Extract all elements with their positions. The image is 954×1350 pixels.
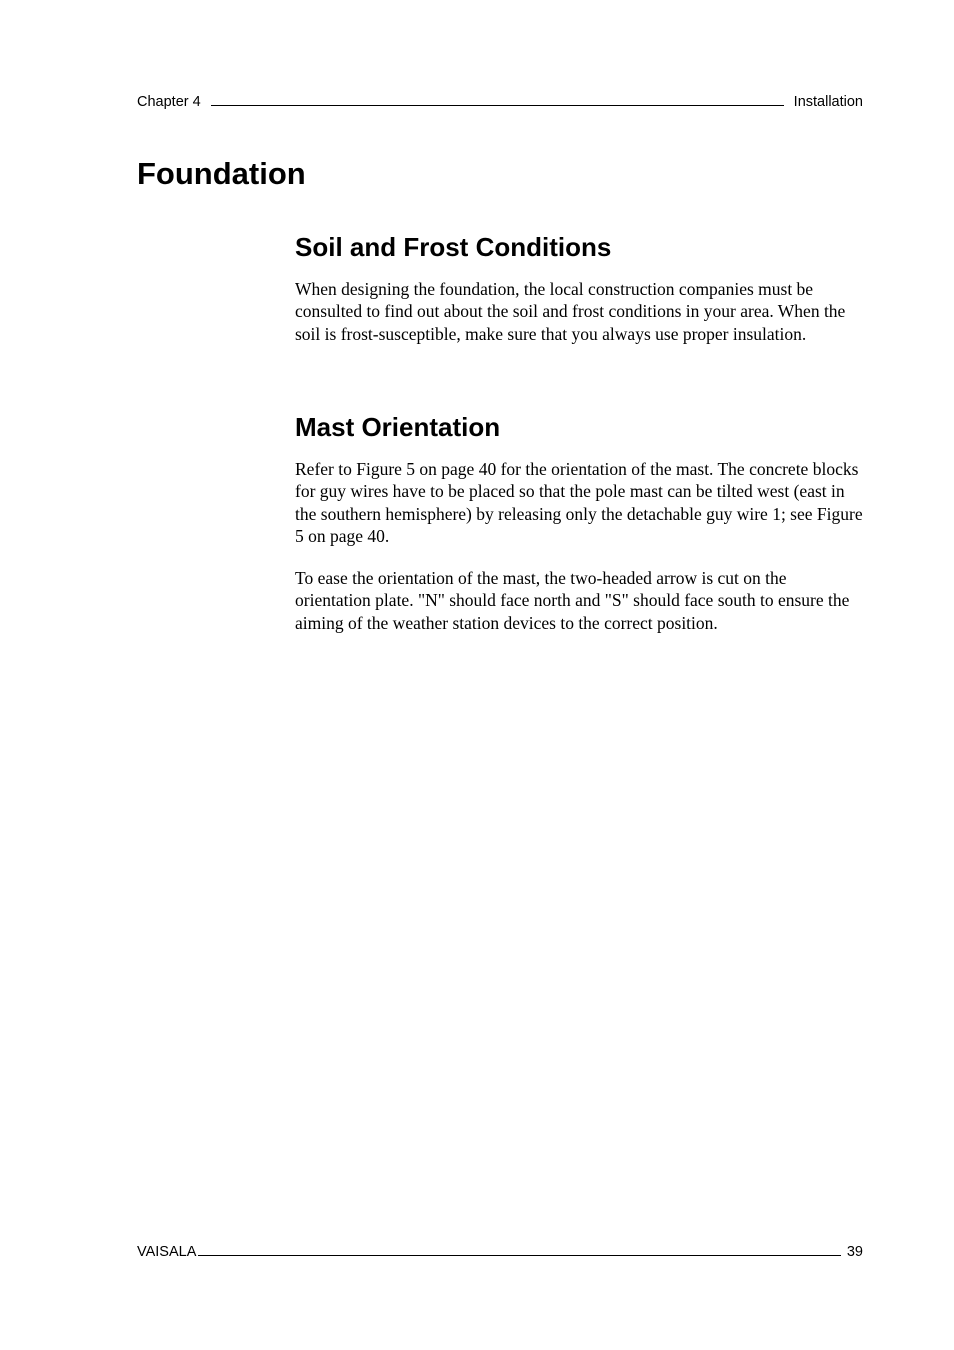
footer-rule [198, 1254, 840, 1256]
page-header [137, 90, 863, 110]
page-title: Foundation [137, 156, 306, 191]
paragraph: Refer to Figure 5 on page 40 for the orientation of the mast. The concrete blocks for guy wires have to be placed so that the pole mast can be tilted west (east in the southern hemisphere) by releasing only the detachable guy wire 1; see Figure 5 on page 40. [295, 459, 863, 546]
page-footer [137, 1240, 863, 1260]
header-rule [211, 104, 784, 106]
header-chapter: Chapter 4 [137, 94, 201, 110]
section-soil-and-frost [295, 230, 865, 365]
footer-company: VAISALA [137, 1244, 197, 1260]
paragraph: To ease the orientation of the mast, the two-headed arrow is cut on the orientation plate. "N" should face north and "S" should face south to ensure the aiming of the weather station devices to the correct position. [295, 568, 850, 633]
section-mast-orientation [295, 410, 865, 654]
page-number: 39 [846, 1244, 863, 1260]
header-section: Installation [793, 94, 863, 110]
paragraph: When designing the foundation, the local construction companies must be consulted to find out about the soil and frost conditions in your area. When the soil is frost-susceptible, make sure that you always use proper insulation. [295, 279, 846, 344]
section-heading: Mast Orientation [295, 412, 501, 442]
section-heading: Soil and Frost Conditions [295, 232, 612, 262]
